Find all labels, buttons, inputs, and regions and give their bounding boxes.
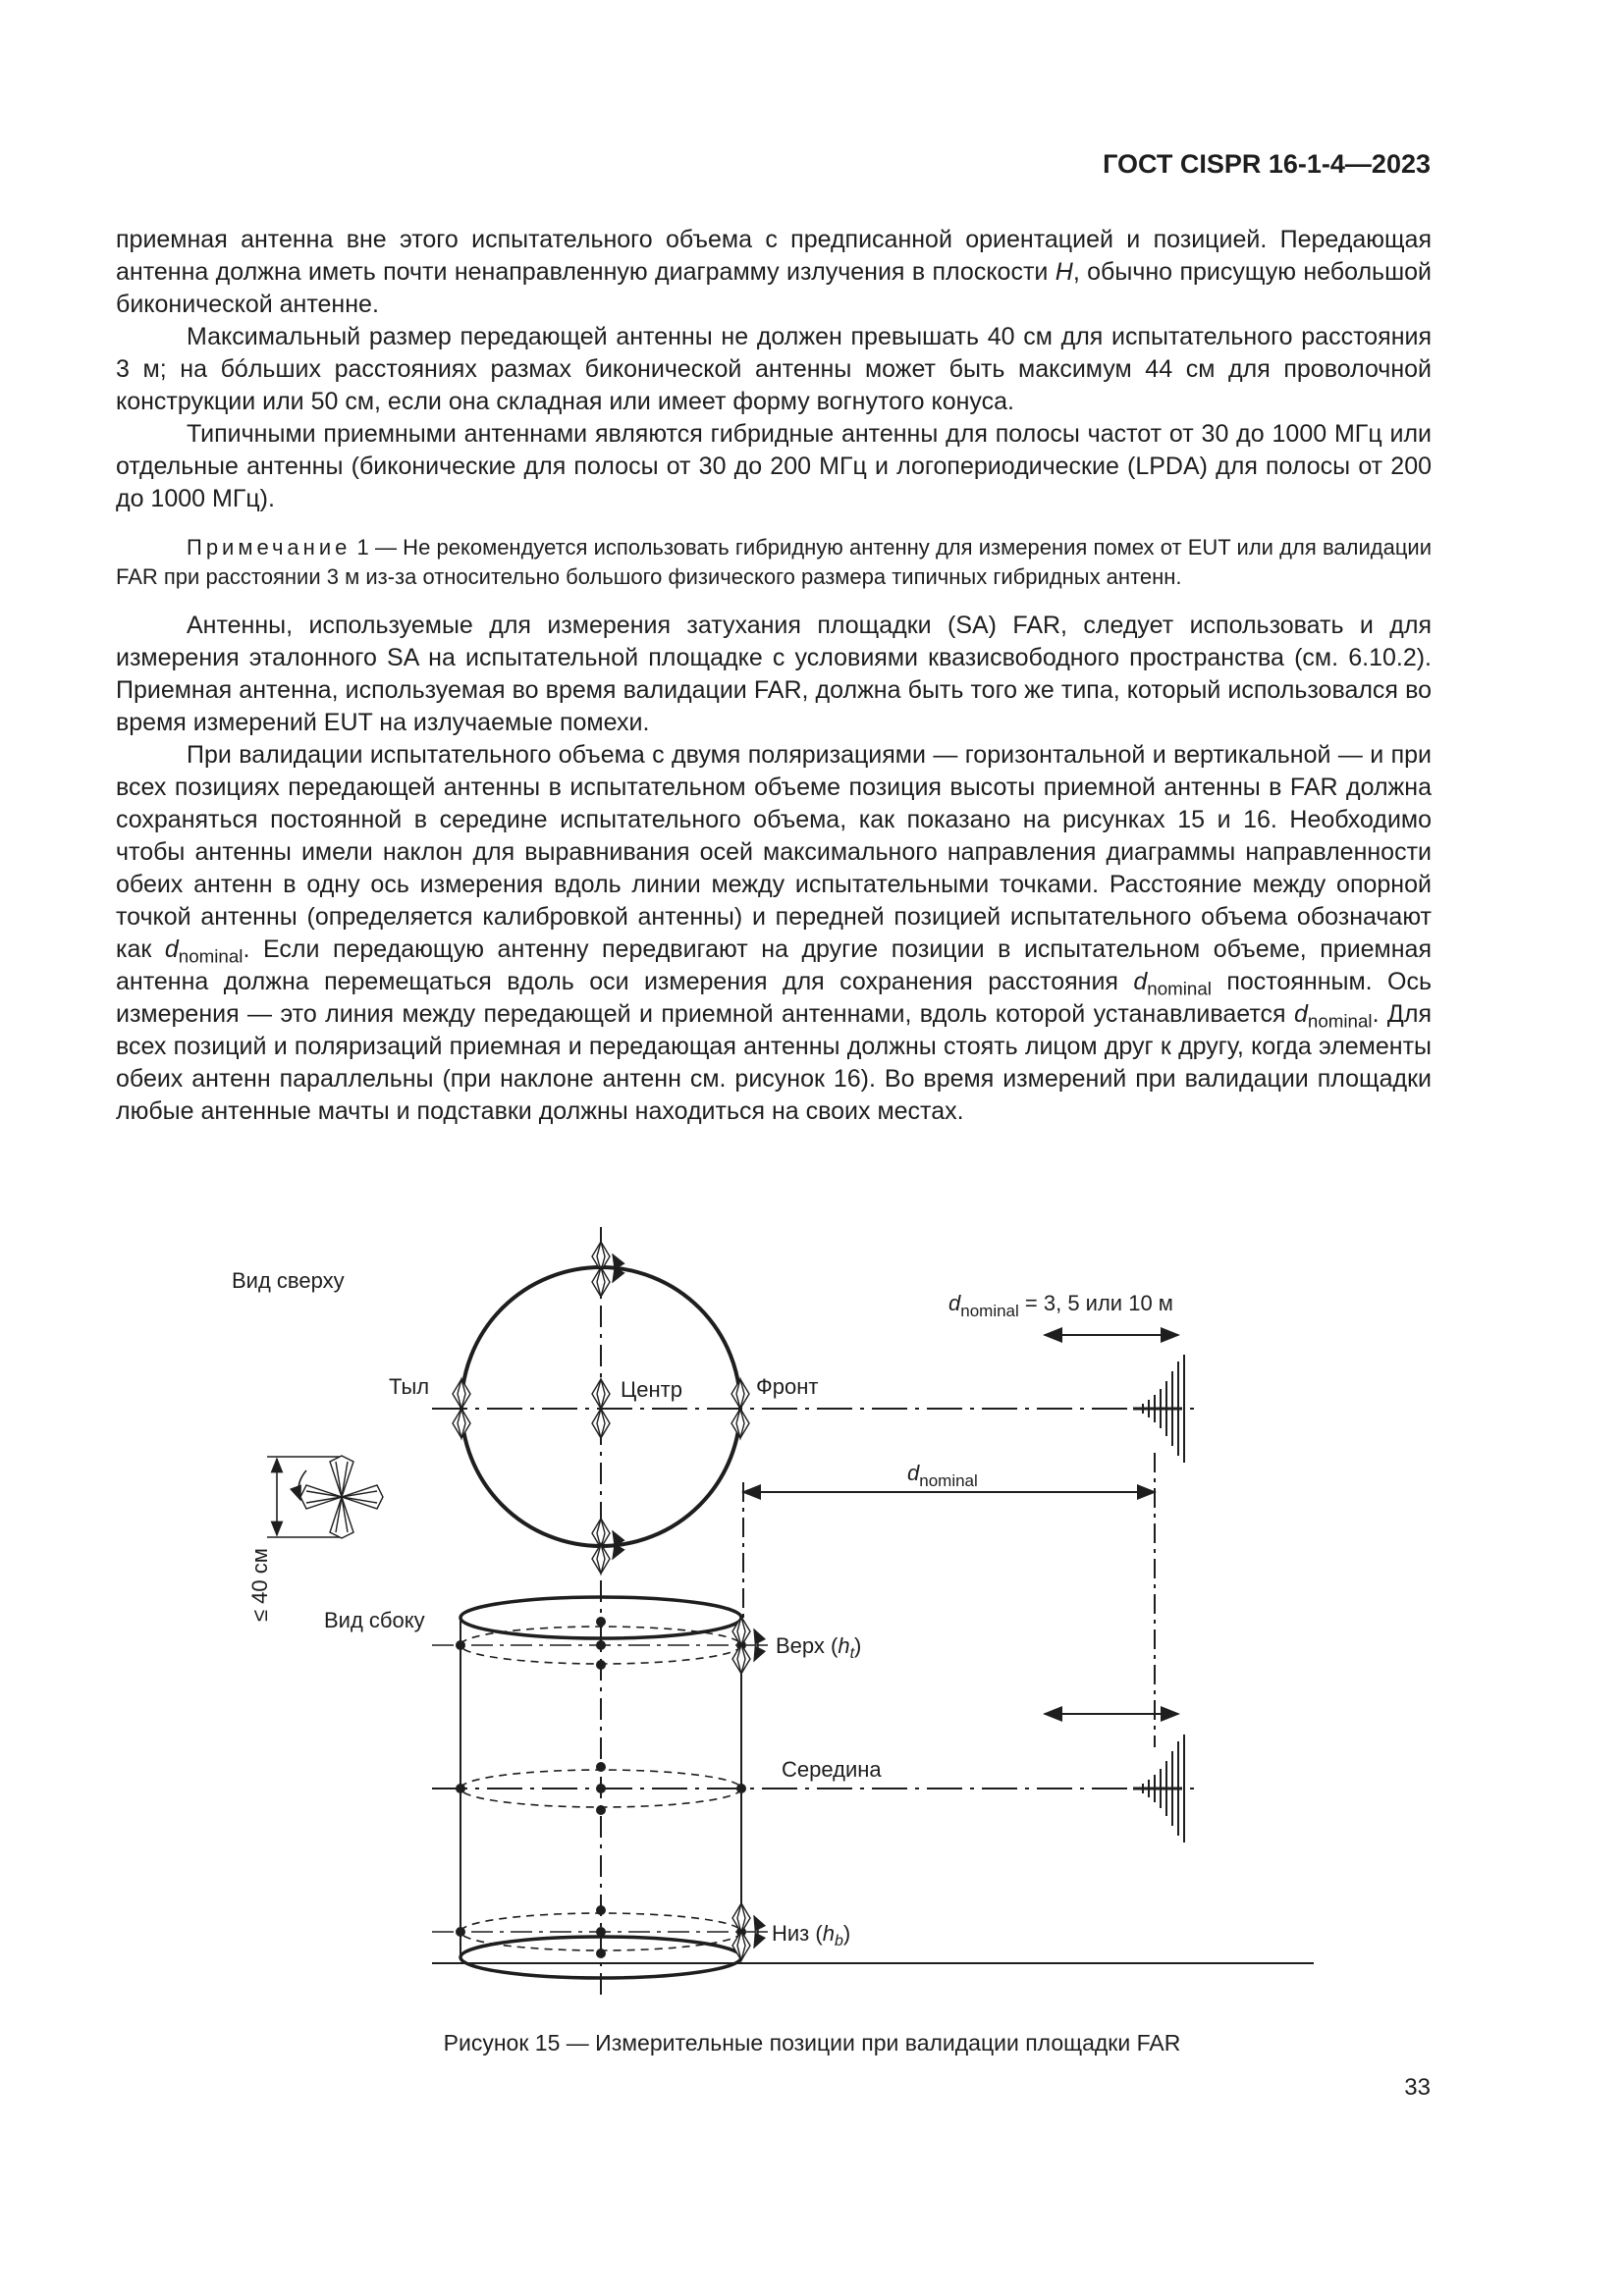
antenna-size-inset — [267, 1456, 383, 1538]
figure-caption: Рисунок 15 — Измерительные позиции при валидации площадки FAR — [443, 2030, 1181, 2056]
rx-lpda-antenna-top — [1133, 1355, 1184, 1463]
middle-label: Середина — [782, 1757, 882, 1782]
document-header: ГОСТ CISPR 16-1-4—2023 — [1103, 149, 1431, 179]
figure-15-diagram — [0, 1207, 1624, 2012]
dnominal-values-label: $d_{nominal} = 3$, 5 или 10 м — [948, 1291, 1173, 1320]
center-label: Центр — [621, 1377, 682, 1402]
dnominal-label: $d_{nominal}$ — [907, 1461, 978, 1490]
top-view-label: Вид сверху — [232, 1268, 345, 1293]
paragraph-3: Типичными приемными антеннами являются гибридные антенны для полосы частот от 30 до 1000 МГц или отдельные антенны (биконические для полосы от 30 до 200 МГц и логопериодические (LPDA) для полосы от 200 до 1000 МГц). — [116, 420, 1432, 512]
bottom-position-label: Низ $(h_b)$ — [772, 1921, 851, 1949]
rx-lpda-antenna-side — [1133, 1735, 1184, 1842]
top-position-label: Верх $(h_t)$ — [776, 1633, 862, 1662]
front-label: Фронт — [756, 1374, 819, 1399]
paragraph-4: Антенны, используемые для измерения затухания площадки (SA) FAR, следует использовать и для измерения эталонного SA на испытательной площадке с условиями квазисвободного пространства (см. 6.10.2). Приемная антенна, используемая во время валидации FAR, должна быть того же типа, который использовался во время измерений EUT на излучаемые помехи. — [116, 612, 1432, 736]
note-1: Примечание 1 — Не рекомендуется использовать гибридную антенну для измерения помех от EUT или для валидации FAR при расстоянии 3 м из-за относительно большого физического размера типичных гибридных антенн. — [116, 535, 1432, 589]
page-number: 33 — [1404, 2074, 1431, 2101]
paragraph-2: Максимальный размер передающей антенны не должен превышать 40 см для испытательного расстояния 3 м; на бóльших расстояниях размах биконической антенны может быть максимум 44 см для проволочной конструкции или 50 см, если она складная или имеет форму вогнутого конуса. — [116, 323, 1432, 415]
paragraph-1: приемная антенна вне этого испытательного объема с предписанной ориентацией и позицией. Передающая антенна должна иметь почти ненаправленную диаграмму излучения в плоскости H, обычно присущую небольшой биконической антенне. — [116, 226, 1432, 318]
rear-label: Тыл — [389, 1374, 430, 1399]
paragraph-5: При валидации испытательного объема с двумя поляризациями — горизонтальной и вертикальной — и при всех позициях передающей антенны в испытательном объеме позиция высоты приемной антенны в FAR должна сохраняться постоянной в середине испытательного объема, как показано на рисунках 15 и 16. Необходимо чтобы антенны имели наклон для выравнивания осей максимального направления диаграммы направленности обеих антенн в одну ось измерения вдоль линии между испытательными точками. Расстояние между опорной точкой антенны (определяется калибровкой антенны) и передней позицией испытательного объема обозначают как $d_{nominal}$. Если передающую антенну передвигают на другие позиции в испытательном объеме, приемная антенна должна перемещаться вдоль оси измерения для сохранения расстояния $d_{nominal}$ постоянным. Ось измерения — это линия между передающей и приемной антеннами, вдоль которой устанавливается $d_{nominal}$. Для всех позиций и поляризаций приемная и передающая антенны должны стоять лицом друг к другу, когда элементы обеих антенн параллельны (при наклоне антенн см. рисунок 16). Во время измерений при валидации площадки любые антенные мачты и подставки должны находиться на своих местах. — [116, 741, 1432, 1125]
body-text — [116, 224, 1432, 1128]
side-view-label: Вид сбоку — [324, 1608, 425, 1632]
antenna-size-label: ≤ 40 см — [247, 1548, 272, 1622]
